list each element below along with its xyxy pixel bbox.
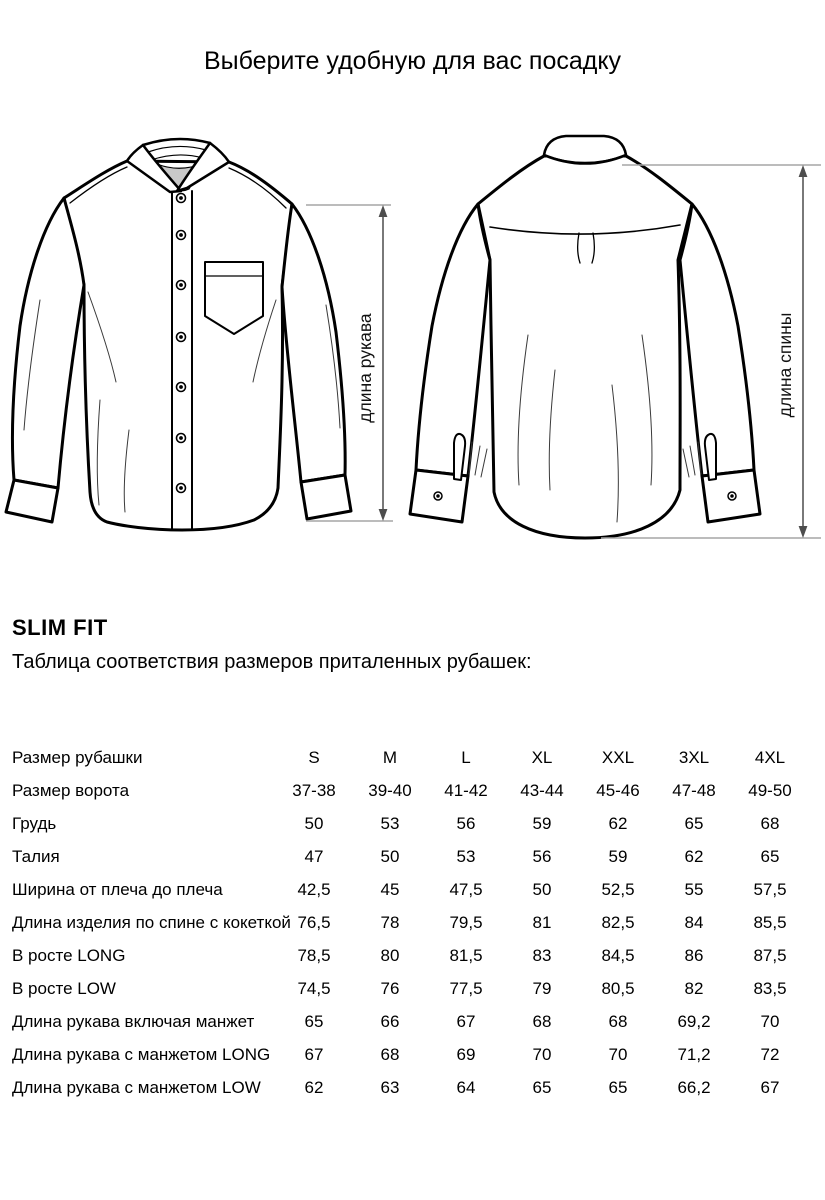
size-value: 82 [684,978,704,998]
size-value: 65 [684,813,704,833]
arrow-down-icon [379,509,388,521]
row-label: Размер рубашки [12,747,143,767]
size-value: 3XL [678,747,710,767]
size-value: 79,5 [449,912,483,932]
row-label: Размер ворота [12,780,130,800]
size-value: 43-44 [520,780,564,800]
arrow-up-icon [379,205,388,217]
size-value: M [382,747,398,767]
size-value: 42,5 [297,879,331,899]
sleeve-length-label: длина рукава [355,313,375,423]
size-value: 56 [532,846,552,866]
row-label: Длина рукава включая манжет [12,1011,255,1031]
size-value: 50 [532,879,552,899]
size-value: 66 [380,1011,400,1031]
size-value: 47 [304,846,324,866]
row-label: Длина рукава с манжетом LOW [12,1077,261,1097]
table-row [12,840,816,873]
size-value: XL [531,747,553,767]
size-value: 53 [380,813,400,833]
size-value: 67 [760,1077,780,1097]
size-value: 68 [532,1011,552,1031]
row-label: Грудь [12,813,57,833]
table-caption: Таблица соответствия размеров приталенных рубашек: [12,651,532,673]
size-value: 59 [608,846,628,866]
size-value: 71,2 [677,1044,711,1064]
size-value: 80 [380,945,400,965]
size-value: 77,5 [449,978,483,998]
row-label: В росте LOW [12,978,116,998]
size-value: 67 [456,1011,476,1031]
row-label: Ширина от плеча до плеча [12,879,223,899]
fit-heading: SLIM FIT [12,615,108,640]
size-value: 62 [304,1077,324,1097]
size-value: 65 [760,846,780,866]
size-value: 45-46 [596,780,640,800]
size-value: 41-42 [444,780,488,800]
size-value: 76,5 [297,912,331,932]
table-row [12,774,816,807]
size-value: 67 [304,1044,324,1064]
size-value: L [461,747,471,767]
table-row [12,1038,816,1071]
size-value: 83,5 [753,978,787,998]
size-value: 83 [532,945,552,965]
size-value: 74,5 [297,978,331,998]
table-row [12,741,816,774]
size-value: 68 [380,1044,400,1064]
size-value: 57,5 [753,879,787,899]
table-row [12,972,816,1005]
arrow-up-icon [799,165,808,177]
table-row [12,1071,816,1104]
row-label: Длина изделия по спине с кокеткой [12,912,291,932]
size-value: 64 [456,1077,476,1097]
size-value: 37-38 [292,780,336,800]
table-row [12,939,816,972]
size-value: 79 [532,978,552,998]
size-value: 69,2 [677,1011,711,1031]
size-value: 49-50 [748,780,792,800]
size-value: 70 [760,1011,780,1031]
size-value: 85,5 [753,912,787,932]
size-value: 78 [380,912,400,932]
size-value: 70 [532,1044,552,1064]
size-value: 82,5 [601,912,635,932]
shirt-back-drawing [410,136,760,538]
size-value: 65 [608,1077,628,1097]
size-value: 62 [684,846,704,866]
back-length-label: длина спины [775,312,795,418]
size-value: 59 [532,813,552,833]
size-value: 47,5 [449,879,483,899]
size-table [12,741,816,1104]
size-value: 56 [456,813,476,833]
size-value: 45 [380,879,400,899]
table-row [12,906,816,939]
size-value: 63 [380,1077,400,1097]
size-value: S [308,747,320,767]
size-value: 72 [760,1044,780,1064]
page-title: Выберите удобную для вас посадку [203,47,622,75]
table-row [12,873,816,906]
size-value: 50 [304,813,324,833]
size-value: 4XL [754,747,786,767]
size-value: 81,5 [449,945,483,965]
size-value: 47-48 [672,780,716,800]
size-value: 68 [608,1011,628,1031]
size-value: 78,5 [297,945,331,965]
size-value: 53 [456,846,476,866]
size-value: 39-40 [368,780,412,800]
size-value: 62 [608,813,628,833]
size-value: 86 [684,945,704,965]
size-value: 68 [760,813,780,833]
size-value: 76 [380,978,400,998]
row-label: Длина рукава с манжетом LONG [12,1044,271,1064]
shirt-front-drawing [6,139,351,530]
size-value: 65 [532,1077,552,1097]
size-value: 84,5 [601,945,635,965]
size-value: 87,5 [753,945,787,965]
size-value: 65 [304,1011,324,1031]
table-row [12,807,816,840]
row-label: В росте LONG [12,945,126,965]
size-value: 80,5 [601,978,635,998]
row-label: Талия [12,846,60,866]
size-value: 66,2 [677,1077,711,1097]
size-value: 70 [608,1044,628,1064]
size-value: 69 [456,1044,476,1064]
size-value: 81 [532,912,552,932]
shirt-measurement-illustration [0,130,825,575]
size-value: 52,5 [601,879,635,899]
arrow-down-icon [799,526,808,538]
size-value: XXL [601,747,635,767]
size-value: 55 [684,879,704,899]
size-value: 50 [380,846,400,866]
table-row [12,1005,816,1038]
size-value: 84 [684,912,704,932]
